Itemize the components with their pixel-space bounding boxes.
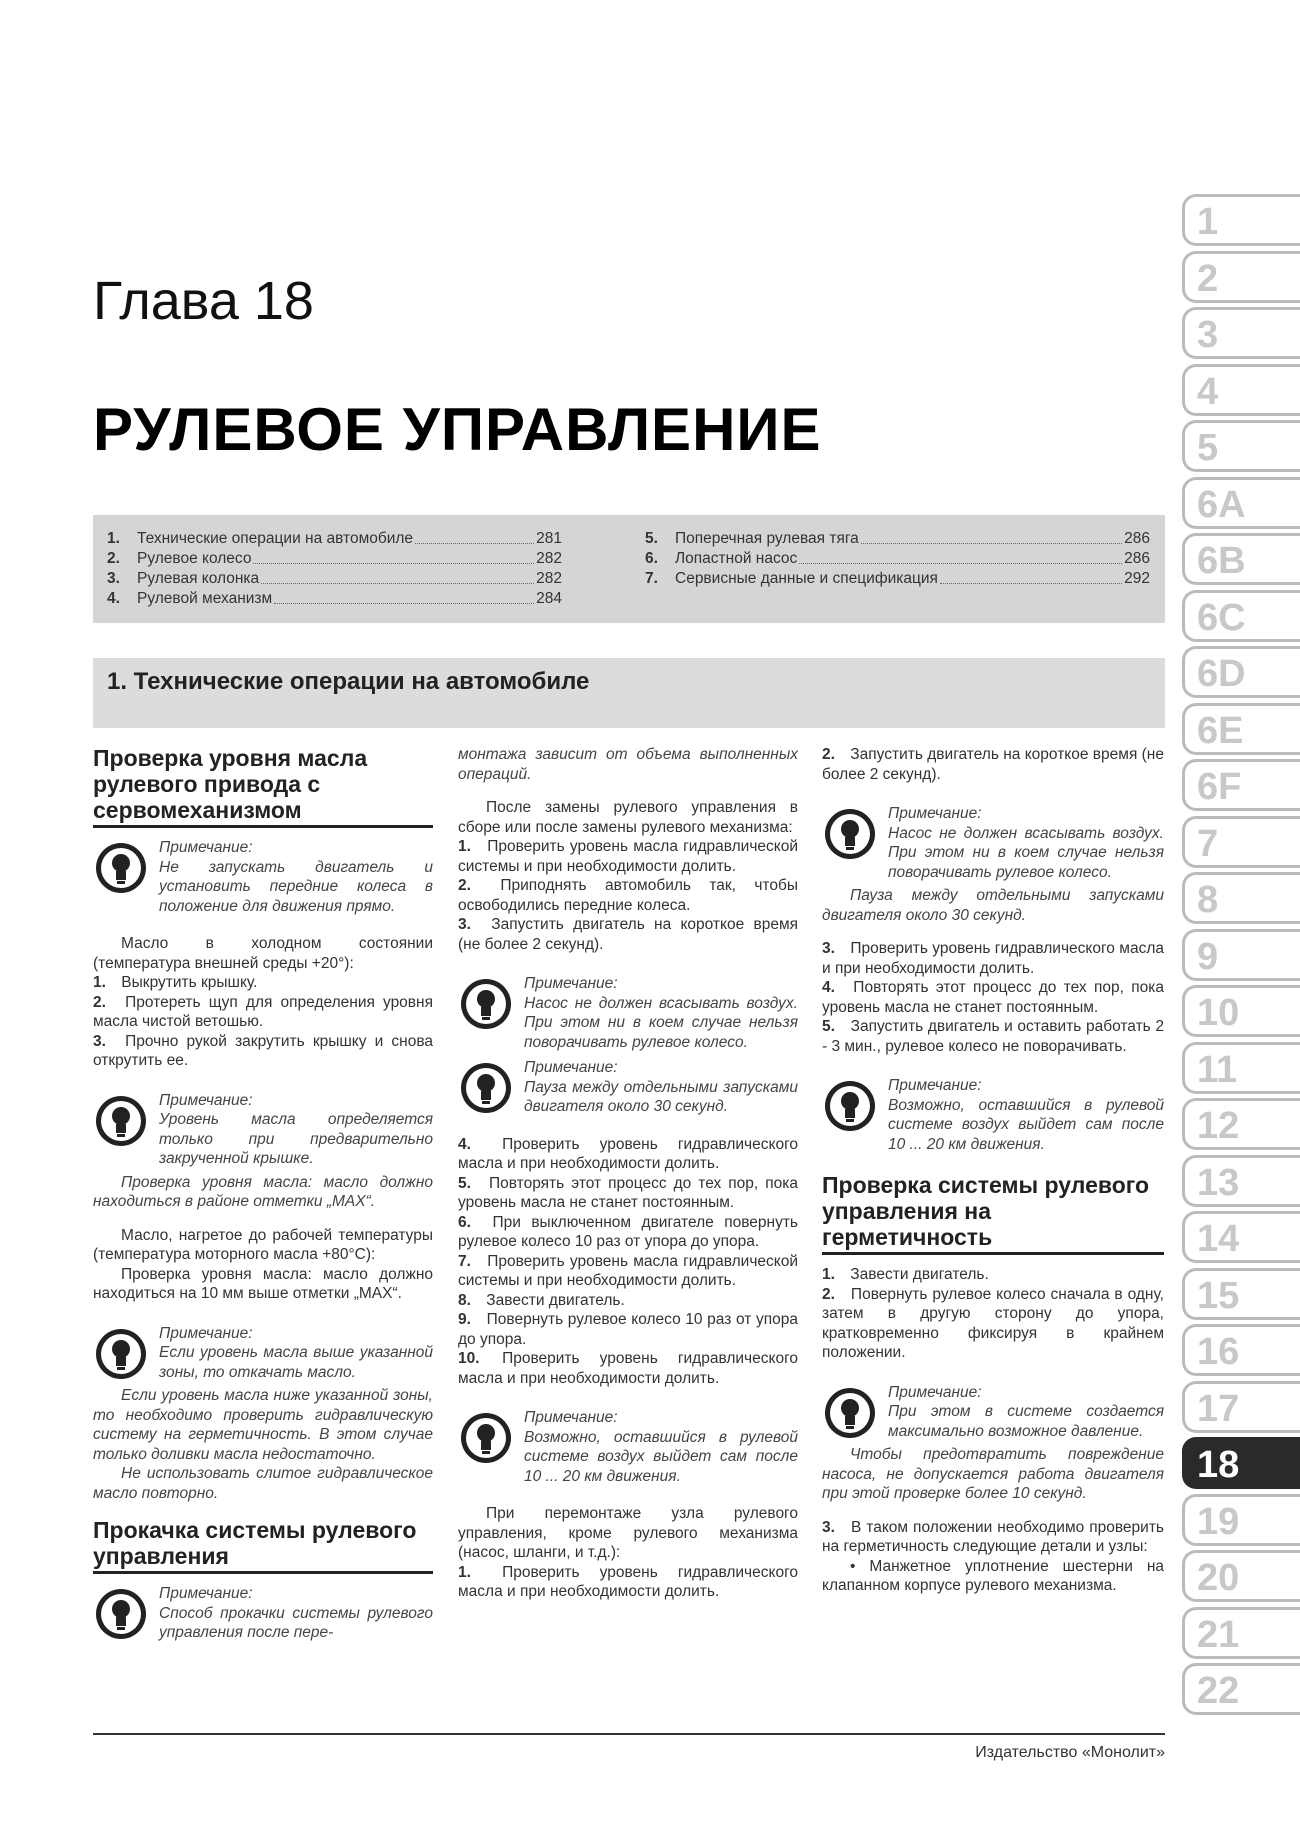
list-number: 1. <box>458 1563 471 1581</box>
toc-item <box>107 569 562 589</box>
note-text: Насос не должен всасывать воздух. При этом ни в коем случае нельзя поворачивать рулевое колесо. <box>888 824 1164 881</box>
toc-number: 2. <box>107 550 120 567</box>
chapter-tab-6b[interactable]: 6B <box>1182 533 1300 585</box>
chapter-tab-6e[interactable]: 6E <box>1182 703 1300 755</box>
list-text: Повернуть рулевое колесо 10 раз от упора до упора. <box>458 1311 798 1348</box>
note-text: Чтобы предотвратить повреждение насоса, не допускается работа двигателя при этой проверке более 10 секунд. <box>822 1446 1164 1502</box>
list-number: 9. <box>458 1311 471 1328</box>
lightbulb-icon <box>460 1412 512 1464</box>
note-label: Примечание: <box>888 1383 982 1401</box>
toc-leader <box>274 589 534 604</box>
toc-number: 5. <box>645 530 658 547</box>
list-item <box>458 1291 798 1311</box>
toc-title: Лопастной насос <box>675 550 798 567</box>
chapter-tabs <box>1182 194 1300 1720</box>
note-block <box>458 1058 798 1117</box>
note-text: Уровень масла определяется только при предварительно закрученной крышке. <box>159 1111 433 1167</box>
toc-page: 282 <box>536 550 562 567</box>
toc-number: 1. <box>107 530 120 547</box>
toc-title: Рулевое колесо <box>137 550 252 567</box>
toc-leader <box>861 529 1122 544</box>
chapter-tab-6f[interactable]: 6F <box>1182 759 1300 811</box>
toc-page: 292 <box>1124 570 1150 587</box>
list-number: 3. <box>822 940 835 957</box>
list-item <box>458 1213 798 1252</box>
chapter-tab-5[interactable]: 5 <box>1182 420 1300 472</box>
toc-title: Сервисные данные и спецификация <box>675 570 938 587</box>
list-text: Приподнять автомобиль так, чтобы освободились передние колеса. <box>458 877 798 914</box>
list-text: В таком положении необходимо проверить на герметичность следующие детали и узлы: <box>822 1518 1164 1555</box>
footer-rule <box>93 1733 1165 1735</box>
publisher: Издательство «Монолит» <box>975 1744 1165 1761</box>
chapter-tab-12[interactable]: 12 <box>1182 1098 1300 1150</box>
list-item <box>458 876 798 915</box>
lightbulb-icon <box>824 1387 876 1439</box>
note-block <box>822 804 1164 882</box>
list-number: 2. <box>822 1285 835 1303</box>
list-number: 2. <box>93 993 106 1011</box>
numbered-list <box>822 939 1164 1056</box>
toc-number: 3. <box>107 570 120 587</box>
section-title: 1. Технические операции на автомобиле <box>107 668 590 695</box>
chapter-tab-1[interactable]: 1 <box>1182 194 1300 246</box>
list-text: Проверить уровень гидравлического масла и при необходимости долить. <box>458 1350 798 1387</box>
chapter-tab-11[interactable]: 11 <box>1182 1042 1300 1094</box>
paragraph: Проверка уровня масла: масло должно находиться на 10 мм выше отметки „MAX“. <box>93 1265 433 1302</box>
chapter-tab-17[interactable]: 17 <box>1182 1381 1300 1433</box>
toc-column-left <box>107 529 562 609</box>
note-text: Возможно, оставшийся в рулевой системе воздух выйдет сам после 10 ... 20 км движения. <box>888 1096 1164 1153</box>
toc-title: Технические операции на автомобиле <box>137 530 414 547</box>
list-number: 3. <box>93 1032 106 1050</box>
lightbulb-icon <box>460 1062 512 1114</box>
toc-leader <box>253 549 534 564</box>
list-item <box>822 745 1164 784</box>
table-of-contents <box>93 515 1165 623</box>
text-column-1 <box>93 745 433 1647</box>
list-number: 8. <box>458 1291 471 1309</box>
note-block <box>93 1091 433 1169</box>
list-item <box>458 1135 798 1174</box>
numbered-list <box>458 1135 798 1389</box>
list-item <box>458 1310 798 1349</box>
chapter-tab-6c[interactable]: 6C <box>1182 590 1300 642</box>
list-text: Запустить двигатель и оставить работать 2 - 3 мин., рулевое колесо не поворачивать. <box>822 1018 1164 1055</box>
numbered-list <box>822 1518 1164 1557</box>
chapter-tab-4[interactable]: 4 <box>1182 364 1300 416</box>
chapter-tab-2[interactable]: 2 <box>1182 251 1300 303</box>
note-text: Способ прокачки системы рулевого управления после пере- <box>159 1604 433 1641</box>
toc-item <box>107 549 562 569</box>
note-label: Примечание: <box>159 1091 253 1109</box>
list-item <box>458 1252 798 1291</box>
lightbulb-icon <box>95 1095 147 1147</box>
toc-title: Поперечная рулевая тяга <box>675 530 859 547</box>
numbered-list <box>822 745 1164 784</box>
numbered-list <box>458 1563 798 1602</box>
list-text: Повторять этот процесс до тех пор, пока уровень масла не станет постоянным. <box>458 1174 798 1211</box>
note-label: Примечание: <box>888 1077 982 1094</box>
list-item <box>458 837 798 876</box>
list-number: 3. <box>458 916 471 933</box>
toc-leader <box>799 549 1122 564</box>
toc-leader <box>261 569 534 584</box>
list-number: 5. <box>458 1174 471 1192</box>
toc-number: 4. <box>107 590 120 607</box>
note-text: Если уровень масла ниже указанной зоны, то необходимо проверить гидравлическую систему на герметичность. В этом случае только доливки масла недостаточно. <box>93 1387 433 1463</box>
list-text: Протереть щуп для определения уровня масла чистой ветошью. <box>93 993 433 1030</box>
subsection-heading: Прокачка системы рулевого управления <box>93 1517 433 1574</box>
list-item <box>458 1174 798 1213</box>
list-text: При выключенном двигателе повернуть рулевое колесо 10 раз от упора до упора. <box>458 1213 798 1250</box>
toc-page: 282 <box>536 570 562 587</box>
note-block <box>458 974 798 1052</box>
paragraph: Масло, нагретое до рабочей температуры (температура моторного масла +80°С): <box>93 1226 433 1263</box>
note-label: Примечание: <box>159 1585 253 1602</box>
note-block <box>458 1408 798 1486</box>
chapter-tab-3[interactable]: 3 <box>1182 307 1300 359</box>
list-text: Запустить двигатель на короткое время (не более 2 секунд). <box>458 916 798 953</box>
list-number: 1. <box>93 974 106 991</box>
subsection-heading: Проверка уровня масла рулевого привода с сервомеханизмом <box>93 745 433 828</box>
lightbulb-icon <box>824 808 876 860</box>
list-text: Повторять этот процесс до тех пор, пока уровень масла не станет постоянным. <box>822 979 1164 1016</box>
list-text: Повернуть рулевое колесо сначала в одну, затем в другую сторону до упора, кратковременно фиксируя в крайнем положении. <box>822 1285 1164 1361</box>
note-text: Не использовать слитое гидравлическое масло повторно. <box>93 1465 433 1502</box>
list-number: 5. <box>822 1018 835 1035</box>
paragraph: При перемонтаже узла рулевого управления, кроме рулевого механизма (насос, шланги, и т.д.): <box>458 1505 798 1561</box>
chapter-tab-14[interactable]: 14 <box>1182 1211 1300 1263</box>
chapter-tab-16[interactable]: 16 <box>1182 1324 1300 1376</box>
note-label: Примечание: <box>159 1324 253 1342</box>
chapter-tab-18[interactable]: 18 <box>1182 1437 1300 1489</box>
note-text: Насос не должен всасывать воздух. При этом ни в коем случае нельзя поворачивать рулевое колесо. <box>524 994 798 1051</box>
list-text: Проверить уровень масла гидравлической системы и при необходимости долить. <box>458 838 798 875</box>
list-item <box>822 1285 1164 1363</box>
paragraph: После замены рулевого управления в сборе или после замены рулевого механизма: <box>458 799 798 836</box>
list-number: 2. <box>822 746 835 763</box>
lightbulb-icon <box>824 1080 876 1132</box>
note-label: Примечание: <box>524 1409 618 1426</box>
chapter-tab-22[interactable]: 22 <box>1182 1663 1300 1715</box>
list-item <box>458 1563 798 1602</box>
section-header <box>93 658 1165 728</box>
bullet-item: • Манжетное уплотнение шестерни на клапанном корпусе рулевого механизма. <box>822 1557 1164 1594</box>
note-label: Примечание: <box>524 1059 618 1076</box>
text-column-2 <box>458 745 798 1602</box>
toc-page: 286 <box>1124 550 1150 567</box>
list-item <box>822 978 1164 1017</box>
list-number: 1. <box>458 838 471 855</box>
list-text: Запустить двигатель на короткое время (не более 2 секунд). <box>822 746 1164 783</box>
chapter-title: РУЛЕВОЕ УПРАВЛЕНИЕ <box>93 396 822 463</box>
note-text: Пауза между отдельными запусками двигателя около 30 секунд. <box>822 887 1164 924</box>
toc-item <box>107 529 562 549</box>
list-number: 2. <box>458 877 471 894</box>
note-block <box>93 838 433 916</box>
chapter-tab-6d[interactable]: 6D <box>1182 646 1300 698</box>
numbered-list <box>93 973 433 1071</box>
chapter-tab-9[interactable]: 9 <box>1182 929 1300 981</box>
toc-title: Рулевой механизм <box>137 590 273 607</box>
note-label: Примечание: <box>159 839 253 856</box>
chapter-tab-7[interactable]: 7 <box>1182 816 1300 868</box>
note-text: Пауза между отдельными запусками двигателя около 30 секунд. <box>524 1078 798 1115</box>
toc-column-right <box>645 529 1150 589</box>
lightbulb-icon <box>95 842 147 894</box>
chapter-tab-8[interactable]: 8 <box>1182 872 1300 924</box>
list-text: Выкрутить крышку. <box>117 974 258 991</box>
list-text: Прочно рукой закрутить крышку и снова открутить ее. <box>93 1032 433 1069</box>
toc-leader <box>415 529 534 544</box>
list-item <box>93 973 433 993</box>
note-text: Проверка уровня масла: масло должно находиться в районе отметки „MAX“. <box>93 1173 433 1210</box>
note-block <box>93 1584 433 1643</box>
chapter-tab-21[interactable]: 21 <box>1182 1607 1300 1659</box>
chapter-tab-19[interactable]: 19 <box>1182 1494 1300 1546</box>
chapter-tab-15[interactable]: 15 <box>1182 1268 1300 1320</box>
list-number: 1. <box>822 1266 835 1283</box>
list-item <box>822 939 1164 978</box>
list-item <box>822 1518 1164 1557</box>
lightbulb-icon <box>95 1328 147 1380</box>
toc-number: 6. <box>645 550 658 567</box>
list-text: Завести двигатель. <box>846 1266 989 1283</box>
text-column-3 <box>822 745 1164 1596</box>
note-text: Если уровень масла выше указанной зоны, то откачать масло. <box>159 1344 433 1381</box>
list-item <box>458 915 798 954</box>
toc-item <box>107 589 562 609</box>
list-text: Проверить уровень гидравлического масла и при необходимости долить. <box>458 1135 798 1172</box>
list-item <box>822 1265 1164 1285</box>
note-block <box>822 1076 1164 1154</box>
note-text: Не запускать двигатель и установить передние колеса в положение для движения прямо. <box>159 858 433 915</box>
list-number: 7. <box>458 1252 471 1270</box>
list-item <box>93 993 433 1032</box>
numbered-list <box>822 1265 1164 1363</box>
toc-number: 7. <box>645 570 658 587</box>
toc-page: 286 <box>1124 530 1150 547</box>
lightbulb-icon <box>95 1588 147 1640</box>
chapter-tab-6a[interactable]: 6A <box>1182 477 1300 529</box>
toc-title: Рулевая колонка <box>137 570 260 587</box>
list-text: Проверить уровень масла гидравлической системы и при необходимости долить. <box>458 1252 798 1289</box>
list-item <box>822 1017 1164 1056</box>
note-block <box>93 1324 433 1383</box>
list-text: Проверить уровень гидравлического масла и при необходимости долить. <box>458 1563 798 1600</box>
chapter-label: Глава 18 <box>93 271 314 331</box>
toc-page: 284 <box>536 590 562 607</box>
note-text: При этом в системе создается максимально возможное давление. <box>888 1403 1164 1440</box>
note-text: монтажа зависит от объема выполненных операций. <box>458 746 798 783</box>
list-text: Проверить уровень гидравлического масла и при необходимости долить. <box>822 940 1164 977</box>
note-text: Возможно, оставшийся в рулевой системе воздух выйдет сам после 10 ... 20 км движения. <box>524 1428 798 1485</box>
chapter-tab-20[interactable]: 20 <box>1182 1550 1300 1602</box>
list-item <box>458 1349 798 1388</box>
toc-item <box>645 529 1150 549</box>
chapter-tab-10[interactable]: 10 <box>1182 985 1300 1037</box>
lightbulb-icon <box>460 978 512 1030</box>
toc-item <box>645 569 1150 589</box>
subsection-heading: Проверка системы рулевого управления на герметичность <box>822 1172 1164 1255</box>
list-number: 10. <box>458 1350 480 1367</box>
list-text: Завести двигатель. <box>482 1291 625 1309</box>
list-number: 4. <box>458 1135 471 1153</box>
numbered-list <box>458 837 798 954</box>
list-number: 3. <box>822 1518 835 1536</box>
chapter-tab-13[interactable]: 13 <box>1182 1155 1300 1207</box>
note-label: Примечание: <box>524 975 618 992</box>
list-item <box>93 1032 433 1071</box>
toc-page: 281 <box>536 530 562 547</box>
toc-item <box>645 549 1150 569</box>
note-block <box>822 1383 1164 1442</box>
toc-leader <box>940 569 1122 584</box>
list-number: 4. <box>822 979 835 996</box>
list-number: 6. <box>458 1213 471 1231</box>
note-label: Примечание: <box>888 805 982 822</box>
paragraph: Масло в холодном состоянии (температура внешней среды +20°): <box>93 935 433 972</box>
